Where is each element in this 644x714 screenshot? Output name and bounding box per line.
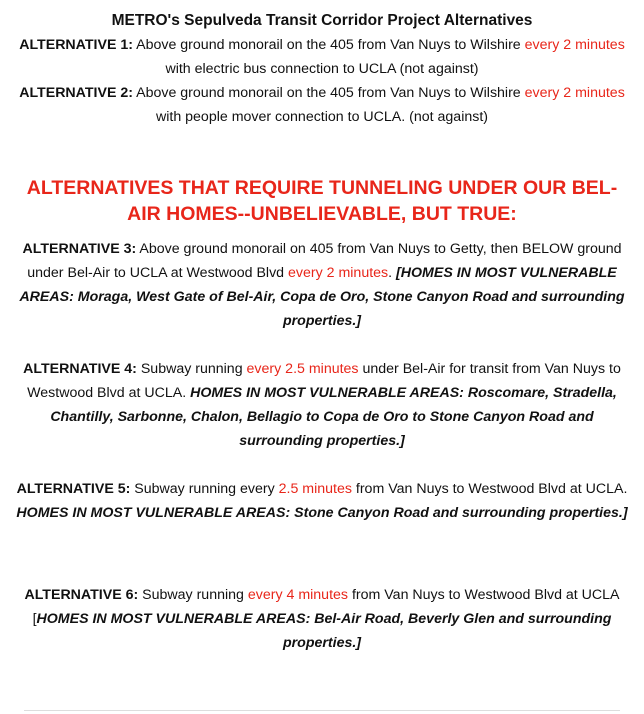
alternative-4-label: ALTERNATIVE 4: xyxy=(23,361,137,377)
alternative-6-text: Subway running xyxy=(138,587,248,603)
alternative-2 xyxy=(14,81,630,129)
alternative-6-vulnerable-areas: HOMES IN MOST VULNERABLE AREAS: Bel-Air Road, Beverly Glen and surrounding properties.] xyxy=(36,611,612,651)
alternative-4-frequency: every 2.5 minutes xyxy=(246,361,359,377)
divider xyxy=(24,710,620,711)
alternative-2-text-end: with people mover connection to UCLA. (not against) xyxy=(155,109,488,125)
alternative-6-text-end: from Van Nuys to Westwood Blvd at UCLA [ xyxy=(32,587,620,627)
alternative-5-frequency: 2.5 minutes xyxy=(278,481,352,497)
alternative-5 xyxy=(14,477,630,525)
tunneling-headline: ALTERNATIVES THAT REQUIRE TUNNELING UNDER OUR BEL-AIR HOMES--UNBELIEVABLE, BUT TRUE: xyxy=(26,177,618,225)
alternative-1-frequency: every 2 minutes xyxy=(524,37,625,53)
alternative-3-vulnerable-areas: [HOMES IN MOST VULNERABLE AREAS: Moraga, West Gate of Bel-Air, Copa de Oro, Stone Canyon Road and surrounding properties.] xyxy=(19,265,625,329)
alternative-6-label: ALTERNATIVE 6: xyxy=(24,587,139,603)
alternative-3-text: Above ground monorail on 405 from Van Nuys to Getty, then BELOW ground under Bel-Air to UCLA at Westwood Blvd xyxy=(27,241,622,281)
alternative-1 xyxy=(14,33,630,81)
alternative-4-text: Subway running xyxy=(136,361,247,377)
alternative-5-vulnerable-areas: HOMES IN MOST VULNERABLE AREAS: Stone Canyon Road and surrounding properties.] xyxy=(16,505,628,521)
alternative-3-label: ALTERNATIVE 3: xyxy=(22,241,137,257)
alternative-1-text-end: with electric bus connection to UCLA (not against) xyxy=(165,61,479,77)
alternative-3-frequency: every 2 minutes xyxy=(288,265,389,281)
alternative-5-text: Subway running every xyxy=(130,481,279,497)
alternative-5-label: ALTERNATIVE 5: xyxy=(16,481,131,497)
page-title: METRO's Sepulveda Transit Corridor Project Alternatives xyxy=(111,12,533,29)
alternative-1-label: ALTERNATIVE 1: xyxy=(19,37,133,53)
alternative-4-vulnerable-areas: HOMES IN MOST VULNERABLE AREAS: Roscomare, Stradella, Chantilly, Sarbonne, Chalon, Bellagio to Copa de Oro to Stone Canyon Road and surrounding properties.] xyxy=(50,385,617,449)
alternative-2-label: ALTERNATIVE 2: xyxy=(19,85,133,101)
alternative-1-text: Above ground monorail on the 405 from Van Nuys to Wilshire xyxy=(132,37,525,53)
alternative-4 xyxy=(14,357,630,453)
alternative-2-frequency: every 2 minutes xyxy=(524,85,625,101)
alternative-5-text-end: from Van Nuys to Westwood Blvd at UCLA. xyxy=(351,481,628,497)
alternative-6 xyxy=(14,583,630,655)
alternative-3-text-end: . xyxy=(388,265,397,281)
alternative-2-text: Above ground monorail on the 405 from Van Nuys to Wilshire xyxy=(132,85,525,101)
alternative-6-frequency: every 4 minutes xyxy=(247,587,349,603)
alternative-4-text-end: under Bel-Air for transit from Van Nuys to Westwood Blvd at UCLA. xyxy=(27,361,621,401)
alternative-3 xyxy=(14,237,630,333)
